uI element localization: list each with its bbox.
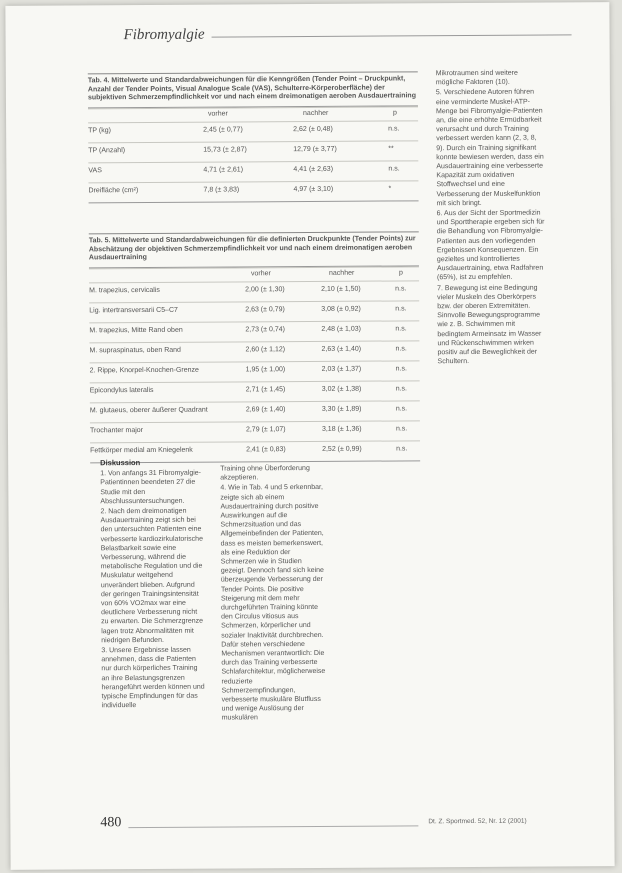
table-cell: 2,48 (± 1,03) [321,325,362,333]
table-cell: n.s. [388,165,400,173]
table-cell: Trochanter major [89,426,144,435]
table-cell: 2,45 (± 0,77) [203,126,243,134]
table-cell: 4,71 (± 2,61) [203,166,244,174]
table-cell: n.s. [388,125,400,133]
paragraph: 5. Verschiedene Autoren führen eine verminderte Muskel-ATP-Menge bei Fibromyalgie-Patienten an, die eine erhöhte Ermüdbarkeit verursacht und durch Training verbessert werden kann (2, 3, 8, 9). Durch ein Training signifikant konnte bewiesen werden, dass ein Ausdauertraining eine verbesserte Kapazität zum oxidativen Stoffwechsel und eine Verbesserung der Muskelfunktion mit sich bringt. [435,89,544,208]
table-cell: 2,00 (± 1,30) [245,285,285,294]
paragraph: 7. Bewegung ist eine Bedingung vieler Muskeln des Oberkörpers bzw. der oberen Extremitäten. Sinnvolle Bewegungsprogramme wie z. B. Schwimmen mit bedingtem Armeinsatz im Wasser und Rückenschwimmen wirken positiv auf die Beweglichkeit der Schultern. [437,284,542,366]
table-5 [89,231,420,463]
text-column-middle [220,464,326,724]
table-cell: TP (Anzahl) [88,146,126,155]
table-5-col-before: vorher [250,270,271,278]
running-title: Fibromyalgie [123,26,205,44]
table-cell: n.s. [395,305,407,313]
journal-citation: Dt. Z. Sportmed. 52, Nr. 12 (2001) [428,817,527,826]
table-cell: Epicondylus lateralis [89,386,154,395]
table-cell: 2,03 (± 1,37) [321,365,362,373]
table-4 [88,71,419,203]
table-cell: 2,60 (± 1,12) [245,345,286,354]
table-cell: 15,73 (± 2,87) [203,146,247,154]
table-cell: n.s. [395,425,408,433]
table-cell: M. trapezius, cervicalis [89,286,160,295]
paragraph: 4. Wie in Tab. 4 und 5 erkennbar, zeigte sich ab einem Ausdauertraining durch positive Auswirkungen auf die Schmerzsituation und das Allgemeinbefinden der Patienten, dass es meisten bemerkenswert, als eine Reduktion der Schmerzen wie in Studien gezeigt. Dennoch fand sich keine überzeugende Verbesserung der Tender Points. Die positive Steigerung mit dem mehr durchgeführten Training könnte den Circulus vitiosus aus Schmerzen, körperlicher und sozialer Inaktivität durchbrechen. Dafür stehen verschiedene Mechanismen verantwortlich: Die durch das Training verbesserte Schlafarchitektur, möglicherweise reduzierte Schmerzempfindungen, verbesserte muskuläre Blutfluss und wenige Auslösung der muskulären [220,484,326,723]
table-row [88,160,418,182]
document-page [5,2,614,870]
table-row [89,340,419,362]
paragraph: 1. Von anfangs 31 Fibromyalgie-Patientinnen beendeten 27 die Studie mit den Abschlussuntersuchungen. [100,469,202,506]
table-cell: TP (kg) [88,126,111,135]
table-cell: 1,95 (± 1,00) [245,365,286,374]
table-cell: 2,73 (± 0,74) [245,325,286,334]
table-cell: M. supraspinatus, oben Rand [89,346,181,355]
table-cell: n.s. [395,325,407,333]
table-cell: * [388,185,392,193]
table-cell: 2,79 (± 1,07) [245,425,286,434]
table-cell: Dreifläche (cm²) [88,186,139,195]
table-4-col-p: p [393,109,397,117]
table-cell: 7,8 (± 3,83) [203,186,240,194]
text-column-left [100,458,206,712]
table-5-col-after: nachher [328,269,355,277]
page-number: 480 [100,815,122,831]
footer-rule [128,825,418,828]
table-cell: 2,62 (± 0,48) [293,125,333,133]
table-cell: n.s. [396,445,408,453]
table-5-col-p: p [398,269,403,277]
table-cell: 2,41 (± 0,83) [246,445,286,454]
table-cell: Fettkörper medial am Kniegelenk [90,446,193,455]
table-cell: VAS [88,167,102,175]
table-cell: n.s. [395,385,408,393]
table-4-caption: Tab. 4. Mittelwerte und Standardabweichungen für die Kenngrößen (Tender Point – Druckpunkt, Anzahl der Tender Points, Visual Analogue Scale (VAS), Schulterre-Körperoberfläche) der subjektiven Schmerzempfindlichkeit vor und nach einem dreimonatigen aeroben Ausdauertraining [87,75,416,102]
table-cell: 3,18 (± 1,36) [321,425,362,433]
table-row [88,120,418,142]
paragraph: 2. Nach dem dreimonatigen Ausdauertraining zeigt sich bei den untersuchten Patienten eine verbesserte kardiozirkulatorische Belastbarkeit sowie eine Verbesserung, während die metabolische Regulation und die Muskulatur weitgehend unverändert blieben. Aufgrund der geringen Trainingsintensität von 60% VO2max war eine deutlichere Verbesserung nicht zu erwarten. Die Schmerzgrenze lagen trotz Abnormalitäten mit niedrigen Befunden. [100,507,204,645]
table-cell: ** [388,145,394,153]
table-4-col-after: nachher [303,109,329,117]
table-cell: n.s. [395,285,407,293]
table-row [90,420,420,442]
table-cell: 2,63 (± 0,79) [245,305,285,314]
table-4-col-before: vorher [208,110,228,118]
table-cell: n.s. [395,345,407,353]
table-cell: n.s. [395,405,408,413]
header-rule [212,34,572,37]
table-cell: 2,63 (± 1,40) [321,345,362,353]
table-row [88,180,418,203]
table-row [90,360,420,382]
table-cell: 3,30 (± 1,89) [321,405,362,413]
table-cell: 4,41 (± 2,63) [293,165,334,173]
paragraph: Training ohne Überforderung akzeptieren. [220,465,310,482]
table-cell: 2,71 (± 1,45) [245,385,286,394]
paragraph: 3. Unsere Ergebnisse lassen annehmen, dass die Patienten nur durch körperliches Training an ihre Belastungsgrenzen herangeführt werden können und typische Empfindungen für das individuelle [101,646,205,710]
table-cell: M. glutaeus, oberer äußerer Quadrant [89,406,208,415]
section-heading: Diskussion [100,458,141,468]
table-row [90,400,420,422]
table-cell: 3,08 (± 0,92) [321,305,361,313]
table-5-caption: Tab. 5. Mittelwerte und Standardabweichungen für die definierten Druckpunkte (Tender Points) zur Abschätzung der objektiven Schmerzempfindlichkeit vor und nach einem dreimonatigen aeroben Ausdauertraining [88,235,416,262]
table-cell: n.s. [395,365,407,373]
table-cell: 2. Rippe, Knorpel-Knochen-Grenze [89,366,199,375]
table-row [89,280,419,302]
table-cell: 2,10 (± 1,50) [321,285,361,293]
table-cell: M. trapezius, Mitte Rand oben [89,326,183,335]
table-row [89,320,419,342]
table-cell: 2,69 (± 1,40) [245,405,286,414]
paragraph: Mikrotraumen sind weitere mögliche Faktoren (10). [435,69,518,87]
paragraph: 6. Aus der Sicht der Sportmedizin und Sporttherapie ergeben sich für die Behandlung von Fibromyalgie-Patienten aus den vorliegenden Ergebnissen Konsequenzen. Ein gezieltes und kontrolliertes Ausdauertraining, etwa Radfahren (65%), ist zu empfehlen. [436,209,545,282]
table-row [88,140,418,162]
table-cell: 3,02 (± 1,38) [321,385,362,393]
table-cell: 12,79 (± 3,77) [293,145,337,153]
table-cell: Lig. intertransversarii C5–C7 [89,306,178,315]
table-cell: 4,97 (± 3,10) [293,185,334,193]
table-row [89,300,419,322]
text-column-right [436,69,546,368]
table-row [90,380,420,402]
table-cell: 2,52 (± 0,99) [322,445,362,453]
